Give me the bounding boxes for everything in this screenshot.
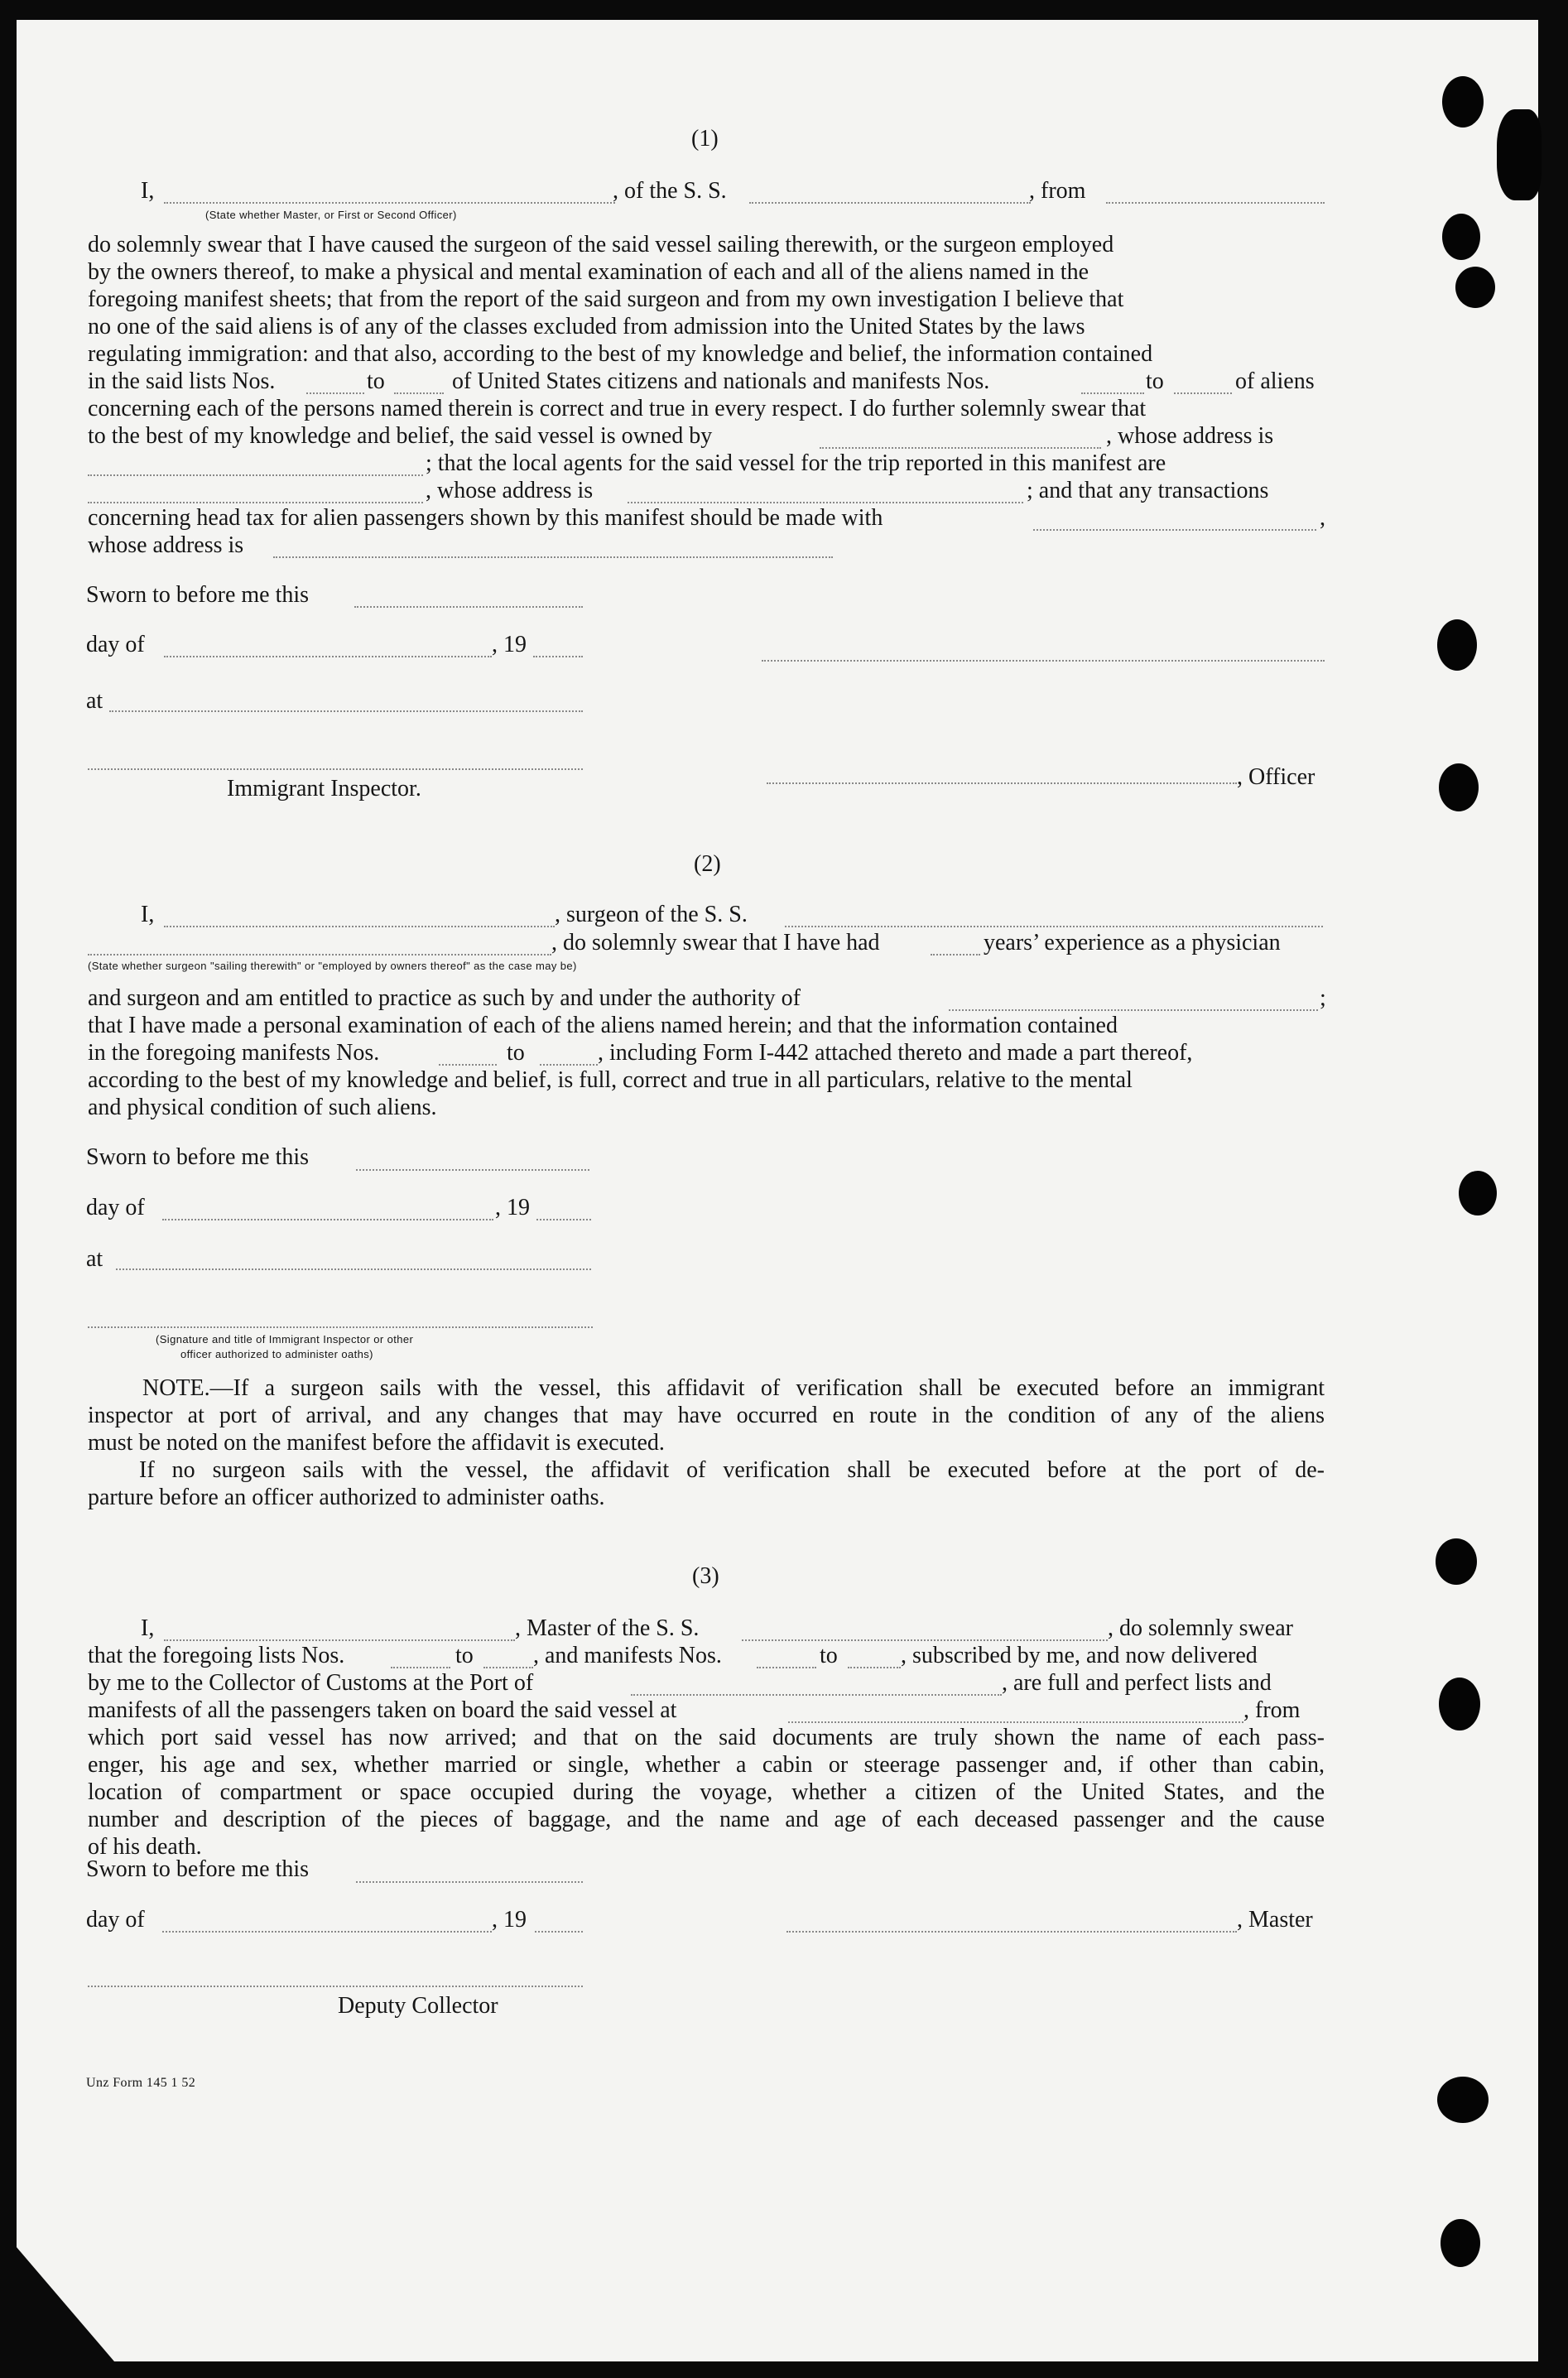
form-identifier: Unz Form 145 1 52: [86, 2076, 196, 2090]
section-3-heading: (3): [692, 1563, 719, 1589]
s1-line: whose address is: [88, 532, 244, 558]
blank-owner-address: [88, 474, 423, 476]
blank-deputy-signature: [88, 1986, 583, 1987]
s1-line: no one of the said aliens is of any of the classes excluded from admission into the United States by the laws: [88, 314, 1085, 339]
binder-hole: [1441, 2219, 1480, 2267]
blank-sworn-year: [533, 656, 583, 657]
blank-officer-signature: [767, 782, 1237, 784]
s1-line: ; and that any transactions: [1027, 478, 1269, 503]
s1-officer-caption: (State whether Master, or First or Second Officer): [205, 209, 457, 221]
note-line: inspector at port of arrival, and any changes that may have occurred en route in the condition of any of the aliens: [88, 1403, 1325, 1428]
blank-sworn-place: [109, 710, 583, 712]
binder-hole: [1439, 1678, 1480, 1731]
blank-s3-manifests-from: [757, 1667, 816, 1668]
s3-swear: , do solemnly swear: [1108, 1615, 1293, 1641]
s1-to: to: [1146, 368, 1164, 394]
binder-hole: [1442, 76, 1484, 128]
s1-from: , from: [1029, 178, 1086, 204]
s3-nineteen: , 19: [492, 1907, 527, 1933]
blank-master-signature: [786, 1931, 1237, 1933]
s3-line: which port said vessel has now arrived; and that on the said documents are truly shown the name of each pass-: [88, 1725, 1325, 1750]
s3-line: , are full and perfect lists and: [1002, 1670, 1272, 1696]
s2-years: years’ experience as a physician: [984, 930, 1281, 956]
blank-port-from: [1106, 202, 1325, 204]
s3-line: that the foregoing lists Nos.: [88, 1643, 345, 1668]
s3-line: manifests of all the passengers taken on board the said vessel at: [88, 1697, 677, 1723]
note-line: must be noted on the manifest before the affidavit is executed.: [88, 1430, 665, 1456]
s1-line: foregoing manifest sheets; that from the report of the said surgeon and from my own investigation I believe that: [88, 286, 1124, 312]
s1-day-of: day of: [86, 632, 145, 657]
blank-s3-vessel: [742, 1639, 1108, 1641]
s2-line: that I have made a personal examination of each of the aliens named herein; and that the information contained: [88, 1013, 1118, 1038]
blank-authority: [949, 1009, 1318, 1011]
s1-inspector: Immigrant Inspector.: [227, 776, 421, 801]
s3-line: , subscribed by me, and now delivered: [901, 1643, 1258, 1668]
s3-master: , Master: [1237, 1907, 1313, 1933]
s1-line: to the best of my knowledge and belief, the said vessel is owned by: [88, 423, 713, 449]
blank-head-tax-party: [1033, 529, 1316, 531]
s2-line: in the foregoing manifests Nos.: [88, 1040, 380, 1066]
blank-s2-month: [162, 1219, 493, 1220]
s3-deputy: Deputy Collector: [338, 1993, 498, 2019]
blank-s3-sworn-day: [356, 1881, 583, 1883]
s1-line: regulating immigration: and that also, according to the best of my knowledge and belief, the information contained: [88, 341, 1153, 367]
s3-day-of: day of: [86, 1907, 145, 1933]
s2-surgeon-caption: (State whether surgeon "sailing therewith" or "employed by owners thereof" as the case may be): [88, 960, 577, 972]
blank-agent-address: [628, 502, 1023, 503]
s1-sworn: Sworn to before me this: [86, 582, 310, 608]
binder-hole: [1437, 2077, 1489, 2123]
s1-line: concerning each of the persons named therein is correct and true in every respect. I do further solemnly swear that: [88, 396, 1147, 421]
binder-hole: [1455, 267, 1495, 308]
blank-s2-year: [536, 1219, 591, 1220]
note-line: parture before an officer authorized to administer oaths.: [88, 1485, 605, 1510]
blank-s2-manifest-to: [540, 1064, 598, 1066]
blank-manifests-from: [1081, 392, 1144, 394]
binder-hole: [1437, 619, 1477, 671]
blank-surgeon-status: [88, 954, 551, 956]
blank-lists-to: [394, 392, 444, 394]
s3-sworn: Sworn to before me this: [86, 1856, 310, 1882]
s1-line: do solemnly swear that I have caused the surgeon of the said vessel sailing therewith, or the surgeon employed: [88, 232, 1114, 258]
blank-s3-lists-to: [483, 1667, 533, 1668]
binder-hole: [1436, 1538, 1477, 1585]
s2-line: according to the best of my knowledge and belief, is full, correct and true in all particulars, relative to the mental: [88, 1067, 1133, 1093]
blank-vessel-name: [749, 202, 1031, 204]
blank-s3-manifests-to: [848, 1667, 901, 1668]
s2-line: , including Form I-442 attached thereto and made a part thereof,: [598, 1040, 1193, 1066]
s2-swear: , do solemnly swear that I have had: [551, 930, 880, 956]
s1-line: in the said lists Nos.: [88, 368, 276, 394]
blank-owner: [820, 447, 1101, 449]
note-line: NOTE.—If a surgeon sails with the vessel, this affidavit of verification shall be executed before an immigrant: [142, 1375, 1325, 1401]
binder-hole: [1439, 763, 1479, 811]
s2-to: to: [507, 1040, 525, 1066]
s3-line: number and description of the pieces of baggage, and the name and age of each deceased passenger and the cause: [88, 1807, 1325, 1832]
blank-s2-signature: [88, 1326, 593, 1328]
s1-line: by the owners thereof, to make a physical and mental examination of each and all of the aliens named in the: [88, 259, 1089, 285]
s2-sworn: Sworn to before me this: [86, 1144, 310, 1170]
s1-of-ss: , of the S. S.: [613, 178, 727, 204]
s3-line: enger, his age and sex, whether married or single, whether a cabin or steerage passenger and, if other than cabin,: [88, 1752, 1325, 1778]
blank-s3-year: [535, 1931, 583, 1933]
s1-line: of aliens: [1235, 368, 1315, 394]
blank-s2-sworn-day: [356, 1169, 589, 1171]
s1-officer: , Officer: [1237, 764, 1315, 790]
s3-line: of his death.: [88, 1834, 202, 1860]
binder-hole: [1442, 214, 1480, 260]
s1-line: ; that the local agents for the said vessel for the trip reported in this manifest are: [426, 450, 1166, 476]
blank-inspector-signature: [88, 768, 583, 770]
s3-to: to: [820, 1643, 838, 1668]
s2-line: ;: [1320, 985, 1326, 1011]
blank-sworn-day: [354, 606, 583, 608]
s1-line: concerning head tax for alien passengers shown by this manifest should be made with: [88, 505, 883, 531]
s1-to: to: [367, 368, 385, 394]
s2-sig-caption-2: officer authorized to administer oaths): [180, 1348, 373, 1360]
blank-master-name: [164, 1639, 515, 1641]
section-1-heading: (1): [691, 126, 719, 152]
s3-to: to: [455, 1643, 474, 1668]
s1-at: at: [86, 688, 103, 714]
blank-lists-from: [306, 392, 364, 394]
binder-hole: [1459, 1171, 1497, 1215]
blank-s3-lists-from: [391, 1667, 450, 1668]
s2-line: and surgeon and am entitled to practice as such by and under the authority of: [88, 985, 801, 1011]
section-2-heading: (2): [694, 851, 721, 877]
s1-line: , whose address is: [1106, 423, 1274, 449]
blank-boarding-port: [788, 1721, 1243, 1723]
blank-port-of-customs: [631, 1694, 1002, 1696]
note-line: If no surgeon sails with the vessel, the affidavit of verification shall be executed before at the port of de-: [139, 1457, 1325, 1483]
blank-signature: [762, 660, 1325, 662]
blank-manifests-to: [1174, 392, 1232, 394]
blank-s3-month: [162, 1931, 492, 1933]
s2-line: and physical condition of such aliens.: [88, 1095, 437, 1120]
s1-nineteen: , 19: [492, 632, 527, 657]
blank-s2-manifest-from: [439, 1064, 497, 1066]
blank-local-agents: [88, 502, 423, 503]
s2-at: at: [86, 1246, 103, 1272]
s2-surgeon: , surgeon of the S. S.: [555, 902, 748, 927]
blank-sworn-month: [164, 656, 492, 657]
binder-hole: [1497, 109, 1542, 200]
s3-line: , and manifests Nos.: [533, 1643, 722, 1668]
blank-s2-vessel: [785, 926, 1323, 927]
s2-day-of: day of: [86, 1195, 145, 1220]
s2-sig-caption-1: (Signature and title of Immigrant Inspector or other: [156, 1333, 414, 1345]
blank-officer-name: [164, 202, 615, 204]
s3-line: , from: [1243, 1697, 1301, 1723]
s1-i: I,: [141, 178, 155, 204]
s2-i: I,: [141, 902, 155, 927]
s3-line: location of compartment or space occupied during the voyage, whether a citizen of the United States, and the: [88, 1779, 1325, 1805]
s1-line: ,: [1320, 505, 1325, 531]
s3-master-of: , Master of the S. S.: [515, 1615, 700, 1641]
s2-nineteen: , 19: [495, 1195, 530, 1220]
s3-i: I,: [141, 1615, 155, 1641]
s3-line: by me to the Collector of Customs at the Port of: [88, 1670, 534, 1696]
s1-line: of United States citizens and nationals and manifests Nos.: [452, 368, 990, 394]
blank-surgeon-name: [164, 926, 555, 927]
s1-line: , whose address is: [426, 478, 594, 503]
blank-s2-place: [116, 1268, 591, 1270]
blank-years: [931, 954, 980, 956]
blank-head-tax-address: [273, 556, 833, 558]
